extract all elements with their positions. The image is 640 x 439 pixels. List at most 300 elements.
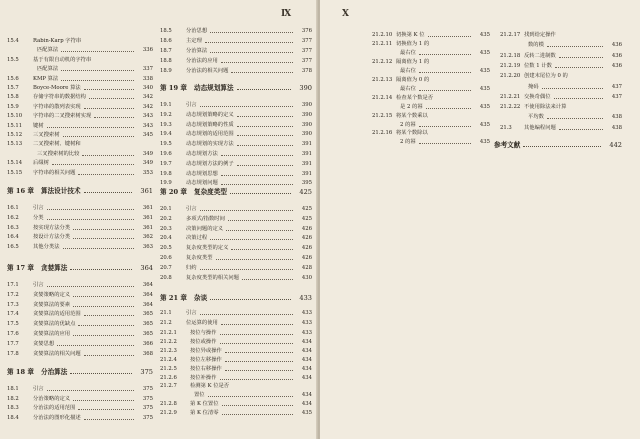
toc-entry[interactable] [7,340,153,349]
toc-leader-dots [200,269,293,270]
toc-section-number: 21.2.1 [160,330,177,336]
toc-entry[interactable] [372,58,490,67]
toc-entry[interactable] [160,319,312,328]
toc-title: 二叉搜索树、键树和 [33,141,81,148]
toc-entry[interactable] [160,347,312,356]
toc-leader-dots [210,52,293,53]
toc-page-number: 435 [479,139,490,146]
toc-leader-dots [78,325,134,326]
toc-title: 分治法的相关问题 [186,68,229,74]
toc-entry[interactable] [160,365,312,374]
toc-section-number: 16.3 [7,224,19,231]
toc-title: 决策问题的定义 [186,225,224,232]
toc-section-number: 19.5 [160,141,172,148]
toc-title: 将某个数除以 [396,130,428,137]
toc-leader-dots [225,370,293,371]
toc-section-number: 18.9 [160,68,172,74]
toc-entry[interactable] [372,49,490,58]
toc-title: 创建末尾位为 0 的 [524,73,568,80]
toc-entry[interactable] [160,101,312,110]
toc-leader-dots [84,355,134,356]
toc-entry[interactable] [7,385,153,394]
toc-leader-dots [419,126,471,127]
toc-entry[interactable] [160,67,312,76]
toc-page-number: 390 [301,102,312,108]
toc-page-number: 336 [142,47,153,54]
toc-entry[interactable] [160,205,312,214]
toc-entry[interactable] [160,111,312,120]
toc-page-number: 433 [301,319,312,326]
toc-title: 引言 [33,386,44,392]
toc-page-number: 434 [301,374,312,381]
toc-leader-dots [230,193,291,194]
toc-entry[interactable] [500,113,622,122]
toc-entry[interactable] [7,395,153,404]
toc-chapter[interactable] [160,186,312,198]
toc-entry[interactable] [7,204,153,213]
toc-chapter-number: 第 17 章 [7,264,34,272]
toc-leader-dots [547,46,603,47]
toc-entry[interactable] [7,46,153,55]
toc-title: 决策过程 [186,235,208,242]
toc-entry[interactable] [372,94,490,103]
toc-section-number: 19.4 [160,131,172,138]
toc-page-number: 435 [479,85,490,92]
toc-chapter-title: 贪婪算法 [41,264,68,272]
toc-section-number: 15.5 [7,56,19,63]
toc-page-number: 342 [142,103,153,110]
toc-entry[interactable] [160,225,312,234]
toc-entry[interactable] [160,309,312,318]
toc-page-number: 433 [301,310,312,316]
toc-entry[interactable] [7,291,153,300]
toc-page-number: 378 [301,68,312,74]
toc-entry[interactable] [372,31,490,40]
toc-page-number: 426 [301,225,312,232]
toc-entry[interactable] [7,37,153,46]
toc-entry[interactable] [7,281,153,290]
toc-entry[interactable] [7,350,153,359]
toc-leader-dots [47,127,134,128]
toc-section-number: 17.4 [7,311,19,318]
toc-page-number: 364 [142,282,153,288]
toc-title: 隔离值为 1 的 [396,58,430,65]
toc-entry[interactable] [500,103,622,112]
toc-entry[interactable] [160,409,312,418]
toc-section-number: 17.8 [7,350,19,357]
toc-entry[interactable] [7,84,153,93]
toc-leader-dots [237,89,291,90]
toc-entry[interactable] [160,47,312,56]
toc-title: 不使用除法来计算 [524,104,567,111]
toc-page-number: 435 [479,103,490,110]
toc-leader-dots [237,126,293,127]
toc-leader-dots [220,379,293,380]
toc-page-number: 377 [301,38,312,44]
toc-section-number: 18.2 [7,395,19,402]
toc-section-number: 18.7 [160,48,172,54]
toc-entry[interactable] [7,310,153,319]
toc-section-number: 21.2.9 [160,410,177,417]
toc-section-number: 18.5 [160,28,172,34]
toc-entry[interactable] [7,243,153,252]
toc-entry[interactable] [7,414,153,423]
toc-title: 匹配算法 [37,66,59,73]
left-page [0,0,318,439]
toc-section-number: 21.2.10 [372,32,393,38]
toc-title: 动态规划策略的性质 [186,121,234,128]
toc-section-number: 16.1 [7,205,19,211]
toc-entry[interactable] [160,400,312,409]
toc-page-number: 434 [301,401,312,408]
toc-leader-dots [84,419,134,420]
toc-leader-dots [225,352,293,353]
toc-section-number: 19.9 [160,180,172,187]
right-page [320,0,640,439]
toc-entry[interactable] [500,41,622,50]
toc-page-number: 377 [301,58,312,64]
toc-entry[interactable] [160,121,312,130]
toc-leader-dots [200,314,293,315]
toc-page-number: 437 [611,83,622,90]
toc-section-number: 21.2.13 [372,76,393,83]
toc-page-number: 435 [479,32,490,38]
toc-page-number: 435 [479,67,490,74]
toc-leader-dots [228,220,293,221]
toc-entry[interactable] [500,72,622,81]
toc-section-number: 15.7 [7,85,19,91]
toc-leader-dots [200,210,293,211]
toc-leader-dots [94,117,134,118]
toc-page-number: 425 [301,215,312,222]
toc-title: 三叉搜索树的比较 [37,150,80,157]
toc-entry[interactable] [500,93,622,102]
toc-entry[interactable] [160,274,312,283]
toc-title: 第 K 位清零 [190,410,219,417]
toc-entry[interactable] [7,159,153,168]
toc-leader-dots [237,135,293,136]
toc-page-number: 430 [301,274,312,281]
toc-title: 引言 [33,282,44,288]
toc-entry[interactable] [7,320,153,329]
toc-leader-dots [559,57,603,58]
toc-page-number: 363 [142,244,153,251]
toc-leader-dots [73,229,134,230]
toc-leader-dots [222,405,293,406]
toc-entry[interactable] [160,150,312,159]
toc-leader-dots [73,238,134,239]
toc-leader-dots [220,343,293,344]
toc-entry[interactable] [7,65,153,74]
toc-entry[interactable] [7,131,153,140]
toc-title: 分治法的适用范围 [33,405,76,412]
toc-title: 主定理 [186,38,202,44]
toc-title: 贪婪思想 [33,340,55,347]
toc-leader-dots [63,136,134,137]
toc-entry[interactable] [7,233,153,242]
toc-entry[interactable] [7,112,153,121]
toc-section-number: 21.2.4 [160,356,177,363]
toc-entry[interactable] [7,301,153,310]
toc-chapter[interactable] [7,262,153,274]
toc-page-number: 365 [142,311,153,318]
toc-title: 贪婪算法的适用范围 [33,311,81,318]
toc-section-number: 21.2.16 [372,130,393,137]
toc-title: 分治策略的定义 [33,395,71,402]
toc-page-number: 377 [301,48,312,54]
toc-entry[interactable] [372,121,490,130]
toc-title: 动态规划思想 [186,170,218,177]
toc-page-number: 390 [301,121,312,128]
toc-title: 切换值为 1 的 [396,40,430,47]
toc-entry[interactable] [372,138,490,147]
toc-section-number: 21.2.22 [500,104,521,111]
toc-entry[interactable] [7,122,153,131]
toc-chapter-number: 第 20 章 [160,188,187,196]
toc-title: 检查某个数是否 [396,94,434,101]
toc-entry[interactable] [7,103,153,112]
toc-entry[interactable] [372,76,490,85]
toc-entry[interactable] [160,391,312,400]
toc-page-number: 375 [142,386,153,392]
toc-leader-dots [47,209,134,210]
toc-entry[interactable] [7,224,153,233]
toc-leader-dots [63,248,134,249]
toc-page-number: 425 [301,206,312,212]
toc-page-number: 343 [142,113,153,120]
toc-title: 分治法的图形化描述 [33,414,81,421]
toc-leader-dots [70,269,132,270]
toc-chapter[interactable] [7,185,153,197]
toc-leader-dots [426,108,471,109]
toc-leader-dots [73,400,134,401]
toc-page-number: 366 [142,340,153,347]
toc-section-number: 19.3 [160,121,172,128]
toc-leader-dots [73,335,134,336]
toc-entry[interactable] [7,169,153,178]
toc-title: 切换第 K 位 [396,32,425,38]
toc-section-number: 21.2.17 [500,32,521,38]
toc-entry[interactable] [160,37,312,46]
toc-page-number: 342 [142,94,153,101]
toc-title: 复杂度类型 [186,255,213,261]
toc-section-number: 19.1 [160,102,172,108]
toc-title: 分治思想 [186,28,208,34]
toc-entry[interactable] [372,67,490,76]
toc-section-number: 19.8 [160,170,172,177]
toc-entry[interactable] [160,57,312,66]
toc-leader-dots [61,70,134,71]
toc-section-number: 21.2.5 [160,365,177,372]
toc-leader-dots [237,145,293,146]
toc-page-number: 364 [142,291,153,298]
toc-section-number: 15.13 [7,141,23,148]
toc-entry[interactable] [500,62,622,71]
toc-title: 按位异或操作 [190,347,222,354]
toc-page-number: 434 [301,338,312,345]
toc-leader-dots [84,315,134,316]
toc-entry[interactable] [160,338,312,347]
toc-entry[interactable] [160,215,312,224]
toc-leader-dots [210,239,293,240]
toc-leader-dots [210,32,293,33]
toc-entry[interactable] [160,234,312,243]
toc-title: 第 K 位置位 [190,401,219,408]
toc-page-number: 365 [142,321,153,328]
toc-entry[interactable] [372,85,490,94]
toc-page-number: 362 [142,234,153,241]
toc-section-number: 21.2.21 [500,93,521,100]
toc-title: 其他分类法 [33,244,60,251]
toc-chapter[interactable] [160,82,312,94]
toc-entry[interactable] [160,264,312,273]
toc-entry[interactable] [160,140,312,149]
toc-page-number: 426 [301,255,312,261]
toc-section-number: 21.2 [160,319,172,326]
toc-leader-dots [419,143,471,144]
toc-section-number: 21.2.12 [372,58,393,65]
toc-leader-dots [57,345,134,346]
toc-section-number: 15.12 [7,132,23,138]
toc-references[interactable] [494,139,622,151]
toc-entry[interactable] [7,214,153,223]
toc-page-number: 390 [299,84,312,92]
toc-page-number: 338 [142,75,153,82]
toc-entry[interactable] [500,52,622,61]
left-page-number: Ⅸ [281,9,292,19]
toc-entry[interactable] [500,31,622,40]
toc-leader-dots [523,146,601,147]
toc-title: 按位左移操作 [190,356,222,363]
toc-chapter-title: 参考文献 [494,141,521,149]
toc-page-number: 391 [301,141,312,148]
toc-title: 匹配算法 [37,47,59,54]
toc-title: 动态规划的适用范围 [186,131,234,138]
toc-title: 平均数 [528,114,544,121]
toc-chapter-number: 第 18 章 [7,368,34,376]
toc-entry[interactable] [7,330,153,339]
toc-section-number: 20.4 [160,235,172,242]
toc-page-number: 368 [142,350,153,357]
toc-page-number: 390 [301,131,312,138]
toc-page-number: 364 [140,264,153,272]
toc-title: 隔离值为 0 的 [396,76,430,83]
toc-entry[interactable] [500,124,622,133]
toc-section-number: 20.3 [160,225,172,232]
toc-section-number: 15.9 [7,103,19,110]
toc-title: 按设计方法分类 [33,234,71,241]
toc-leader-dots [428,36,471,37]
toc-entry[interactable] [160,356,312,365]
toc-title: 字符串的散列表实现 [33,103,81,110]
toc-page-number: 361 [140,187,153,195]
toc-page-number: 365 [142,331,153,337]
right-page-number: Ⅹ [342,9,349,19]
toc-leader-dots [554,98,603,99]
toc-page-number: 438 [611,114,622,121]
toc-page-number: 435 [479,121,490,128]
toc-entry[interactable] [7,150,153,159]
toc-page-number: 391 [301,151,312,157]
toc-section-number: 15.8 [7,94,19,101]
toc-entry[interactable] [500,83,622,92]
toc-entry[interactable] [160,374,312,383]
toc-leader-dots [221,62,293,63]
toc-section-number: 21.2.6 [160,374,177,381]
toc-leader-dots [52,164,134,165]
toc-entry[interactable] [160,244,312,253]
toc-title: 检测第 K 位是否 [190,383,230,390]
toc-entry[interactable] [160,130,312,139]
toc-title: 将某个数乘以 [396,112,428,119]
toc-chapter-number: 第 21 章 [160,294,187,302]
toc-entry[interactable] [160,160,312,169]
toc-title: 分治算法 [186,48,208,54]
toc-title: 动态规划方法 [186,151,218,157]
toc-entry[interactable] [372,129,490,138]
toc-chapter[interactable] [160,292,312,304]
toc-section-number: 18.1 [7,386,19,392]
toc-page-number: 434 [301,365,312,372]
toc-section-number: 21.2.8 [160,401,177,408]
toc-title: 贪婪算法的相关问题 [33,350,81,357]
toc-chapter-number: 第 19 章 [160,84,187,92]
toc-title: 引言 [186,310,197,316]
toc-title: 存储字符串的数据结构 [33,94,86,101]
toc-entry[interactable] [372,40,490,49]
toc-page-number: 426 [301,245,312,252]
toc-page-number: 361 [142,224,153,231]
toc-entry[interactable] [160,382,312,391]
toc-leader-dots [78,409,134,410]
toc-section-number: 20.2 [160,215,172,222]
toc-title: 引言 [186,102,197,108]
toc-title: 归约 [186,264,197,271]
toc-entry[interactable] [372,112,490,121]
toc-entry[interactable] [7,404,153,413]
toc-title: 2 的幂 [400,139,416,146]
toc-leader-dots [242,279,293,280]
toc-leader-dots [226,230,293,231]
toc-section-number: 15.10 [7,113,23,120]
toc-title: 按位补操作 [190,374,217,381]
toc-page-number: 345 [142,132,153,138]
toc-section-number: 15.11 [7,122,23,129]
toc-leader-dots [78,174,134,175]
toc-title: 置位 [194,392,205,399]
toc-entry[interactable] [372,103,490,112]
toc-chapter[interactable] [7,366,153,378]
toc-title: 引言 [186,206,197,212]
toc-page-number: 433 [301,330,312,336]
toc-title: KMP 算法 [33,75,59,82]
toc-entry[interactable] [160,170,312,179]
toc-entry[interactable] [160,329,312,338]
toc-entry[interactable] [160,254,312,263]
toc-leader-dots [237,165,293,166]
toc-entry[interactable] [7,93,153,102]
toc-title: 动态规划问题 [186,180,218,187]
toc-entry[interactable] [7,56,153,65]
toc-leader-dots [47,219,134,220]
toc-chapter-title: 杂谈 [194,294,208,302]
toc-entry[interactable] [160,27,312,36]
toc-page-number: 426 [301,235,312,242]
toc-section-number: 16.2 [7,214,19,221]
toc-entry[interactable] [7,140,153,149]
toc-entry[interactable] [7,75,153,84]
toc-title: 复杂度类型的相关问题 [186,274,239,281]
